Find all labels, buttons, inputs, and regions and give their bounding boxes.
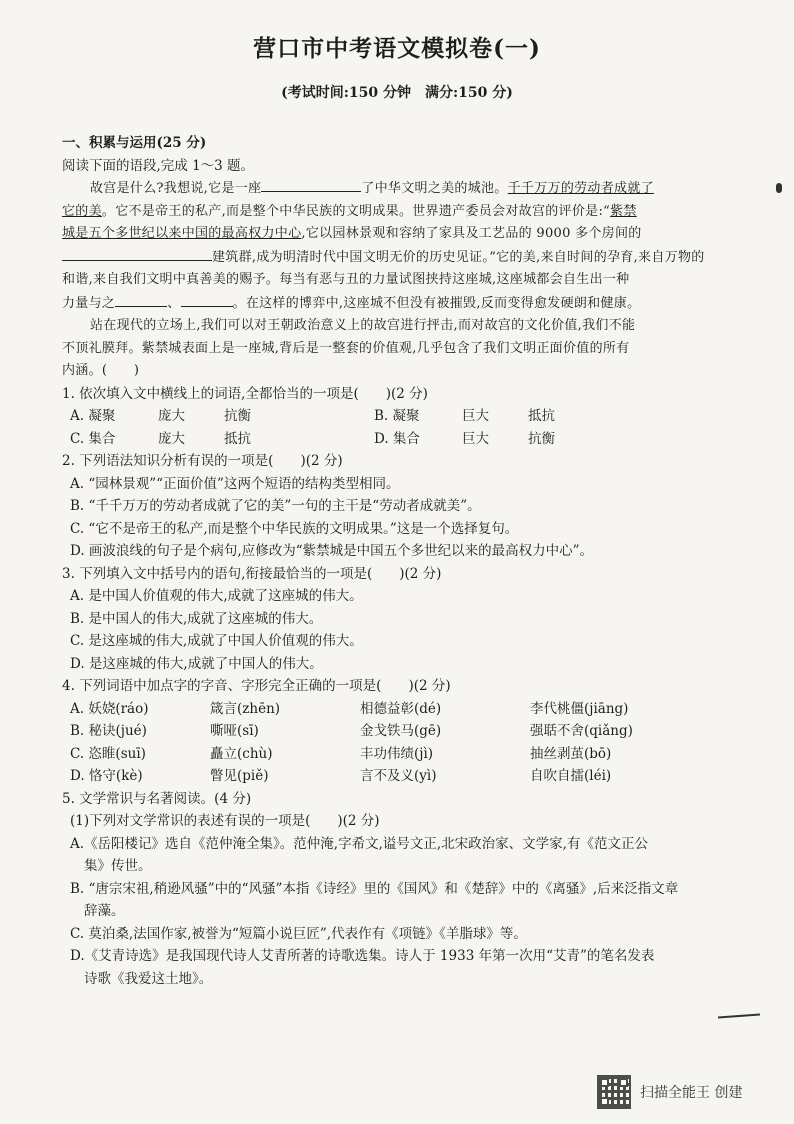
passage-line: 不顶礼膜拜。紫禁城表面上是一座城,背后是一整套的价值观,几乎包含了我们文明正面价值的所有 — [62, 340, 630, 356]
option-a[interactable]: A. 凝聚 — [70, 408, 116, 424]
reading-passage — [62, 177, 738, 383]
option-d[interactable]: D. 画波浪线的句子是个病句,应修改为“紫禁城是中国五个多世纪以来的最高权力中心”。 — [70, 543, 594, 559]
wavy-underlined-sentence: 紫禁 — [610, 203, 637, 219]
question-5-sub-stem: (1)下列对文学常识的表述有误的一项是( )(2 分) — [70, 813, 380, 829]
question-4-stem: 4. 下列词语中加点字的字音、字形完全正确的一项是( )(2 分) — [62, 678, 451, 694]
answer-blank — [181, 292, 233, 307]
question-3-stem: 3. 下列填入文中括号内的语句,衔接最恰当的一项是( )(2 分) — [62, 565, 442, 582]
option-a[interactable]: A. “园林景观”“正面价值”这两个短语的结构类型相同。 — [70, 475, 400, 492]
option-c[interactable]: C. 莫泊桑,法国作家,被誉为“短篇小说巨匠”,代表作有《项链》《羊脂球》等。 — [70, 925, 527, 942]
option-b[interactable]: B. 是中国人的伟大,成就了这座城的伟大。 — [70, 610, 323, 627]
answer-blank — [261, 177, 361, 192]
answer-blank — [115, 292, 167, 307]
qr-finder-pattern — [600, 1097, 609, 1106]
question-4-option-row[interactable]: C. 恣睢(suī) 矗立(chù) 丰功伟绩(jì) 抽丝剥茧(bō) — [70, 745, 612, 762]
option-d[interactable]: D. 是这座城的伟大,成就了中国人的伟大。 — [70, 655, 323, 672]
option-d[interactable]: D. 集合 — [374, 430, 420, 447]
option-a[interactable]: A.《岳阳楼记》选自《范仲淹全集》。范仲淹,字希文,谥号文正,北宋政治家、文学家,有《范文正公 — [70, 835, 648, 852]
page-corner-mark — [718, 1014, 760, 1019]
option-c[interactable]: C. 集合 — [70, 430, 116, 447]
question-1-stem: 1. 依次填入文中横线上的词语,全都恰当的一项是( )(2 分) — [62, 385, 428, 402]
scan-artifact-mark — [776, 183, 782, 193]
passage-line: 和谐,来自我们文明中真善美的赐予。每当有恶与丑的力量试图挟持这座城,这座城都会自生出一种 — [62, 272, 630, 287]
option-b[interactable]: B. “千千万万的劳动者成就了它的美”一句的主干是“劳动者成就美”。 — [70, 498, 481, 514]
passage-line: 它的美。它不是帝王的私产,而是整个中华民族的文明成果。世界遗产委员会对故宫的评价是:“紫禁 — [62, 203, 637, 219]
question-4-option-row[interactable]: B. 秘诀(jué) 嘶哑(sī) 金戈铁马(gē) 强聒不舍(qiǎng) — [70, 723, 633, 739]
option-b[interactable]: B. 凝聚 — [374, 408, 420, 424]
passage-line: 内涵。( ) — [62, 363, 140, 378]
underlined-sentence: 千千万万的劳动者成就了 — [507, 181, 654, 196]
wavy-underlined-sentence: 城是五个多世纪以来中国的最高权力中心 — [62, 226, 302, 241]
question-1-options-row: A. 凝聚 庞大 抗衡 B. 凝聚 巨大 抵抗 — [62, 405, 738, 428]
section-heading: 一、积累与运用(25 分) — [62, 135, 207, 151]
question-2-stem: 2. 下列语法知识分析有误的一项是( )(2 分) — [62, 453, 343, 469]
option-c[interactable]: C. “它不是帝王的私产,而是整个中华民族的文明成果。”这是一个选择复句。 — [70, 520, 519, 537]
exam-title: 营口市中考语文模拟卷(一) — [253, 35, 541, 62]
option-b[interactable]: B. “唐宗宋祖,稍逊风骚”中的“风骚”本指《诗经》里的《国风》和《楚辞》中的《离骚》,后来泛指文章 — [70, 880, 679, 897]
passage-line: 城是五个多世纪以来中国的最高权力中心,它以园林景观和容纳了家具及工艺品的 9000 多个房间的 — [62, 226, 642, 241]
question-4-option-row[interactable]: D. 恪守(kè) 瞥见(piě) 言不及义(yì) 自吹自擂(léi) — [70, 768, 612, 784]
question-5-stem: 5. 文学常识与名著阅读。(4 分) — [62, 790, 252, 807]
passage-line: 力量与之 、 。在这样的博弈中,这座城不但没有被摧毁,反而变得愈发硬朗和健康。 — [62, 292, 738, 316]
section-intro: 阅读下面的语段,完成 1～3 题。 — [62, 157, 255, 174]
option-b-continued: 辞藻。 — [84, 903, 125, 919]
question-1-options-row: C. 集合 庞大 抵抗 D. 集合 巨大 抗衡 — [62, 428, 738, 451]
option-c[interactable]: C. 是这座城的伟大,成就了中国人价值观的伟大。 — [70, 633, 363, 649]
answer-blank — [62, 246, 212, 261]
scanner-watermark: 扫描全能王 创建 — [640, 1085, 743, 1101]
option-a-continued: 集》传世。 — [84, 858, 152, 874]
qr-code-icon — [597, 1075, 631, 1109]
underlined-sentence: 它的美 — [62, 203, 102, 219]
option-d-continued: 诗歌《我爱这土地》。 — [84, 970, 213, 987]
option-d[interactable]: D.《艾青诗选》是我国现代诗人艾青所著的诗歌选集。诗人于 1933 年第一次用“艾青”的笔名发表 — [70, 948, 655, 964]
qr-finder-pattern — [619, 1078, 628, 1087]
question-4-option-row[interactable]: A. 妖娆(ráo) 箴言(zhēn) 相德益彰(dé) 李代桃僵(jiāng) — [70, 700, 629, 717]
exam-content — [62, 132, 738, 990]
option-a[interactable]: A. 是中国人价值观的伟大,成就了这座城的伟大。 — [70, 588, 363, 604]
exam-subtitle: (考试时间:150 分钟 满分:150 分) — [281, 85, 513, 101]
passage-line: 故宫是什么?我想说,它是一座 了中华文明之美的城池。千千万万的劳动者成就了 — [62, 177, 738, 201]
qr-finder-pattern — [600, 1078, 609, 1087]
passage-line: 建筑群,成为明清时代中国文明无价的历史见证。”它的美,来自时间的孕育,来自万物的 — [62, 246, 738, 270]
passage-line: 站在现代的立场上,我们可以对王朝政治意义上的故宫进行抨击,而对故宫的文化价值,我们不能 — [90, 318, 636, 333]
